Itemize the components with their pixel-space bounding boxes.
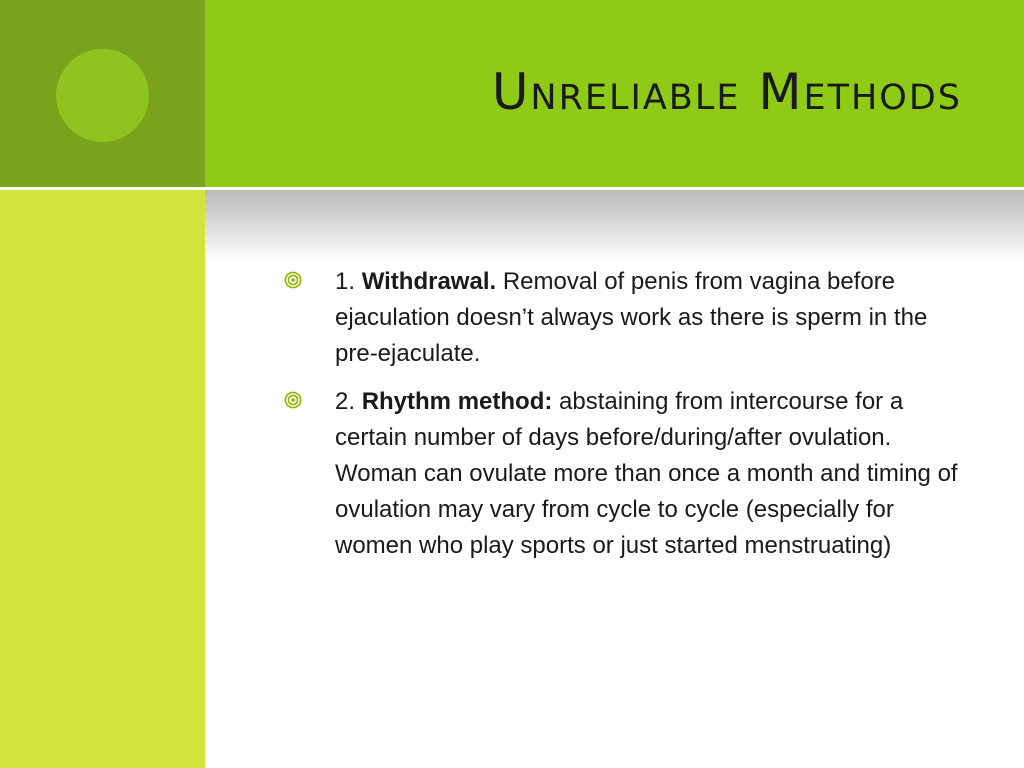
- corner-circle-decoration: [56, 49, 149, 142]
- corner-block: [0, 0, 205, 187]
- bullet-term: Withdrawal.: [361, 268, 497, 295]
- bullet-item-withdrawal: [284, 264, 964, 372]
- bullet-text: [335, 384, 964, 564]
- slide-title: Unreliable Methods: [491, 63, 962, 121]
- circle-target-icon: [284, 271, 302, 289]
- bullet-list: [284, 264, 964, 576]
- bullet-description: Removal of penis from vagina before ejaculation doesn’t always work as there is sperm in the pre-ejaculate.: [335, 268, 928, 367]
- bullet-description: abstaining from intercourse for a certain number of days before/during/after ovulation. Woman can ovulate more than once a month and timing of ovulation may vary from cycle to cycle (especially for women who play sports or just started menstruating): [335, 388, 958, 559]
- bullet-term: Rhythm method:: [361, 388, 553, 415]
- circle-target-icon: [284, 391, 302, 409]
- bullet-number: 2.: [335, 388, 356, 415]
- shadow-band: [205, 190, 1024, 262]
- bullet-item-rhythm-method: [284, 384, 964, 564]
- bullet-number: 1.: [335, 268, 356, 295]
- bullet-text: [335, 264, 964, 372]
- side-bar: [0, 190, 205, 768]
